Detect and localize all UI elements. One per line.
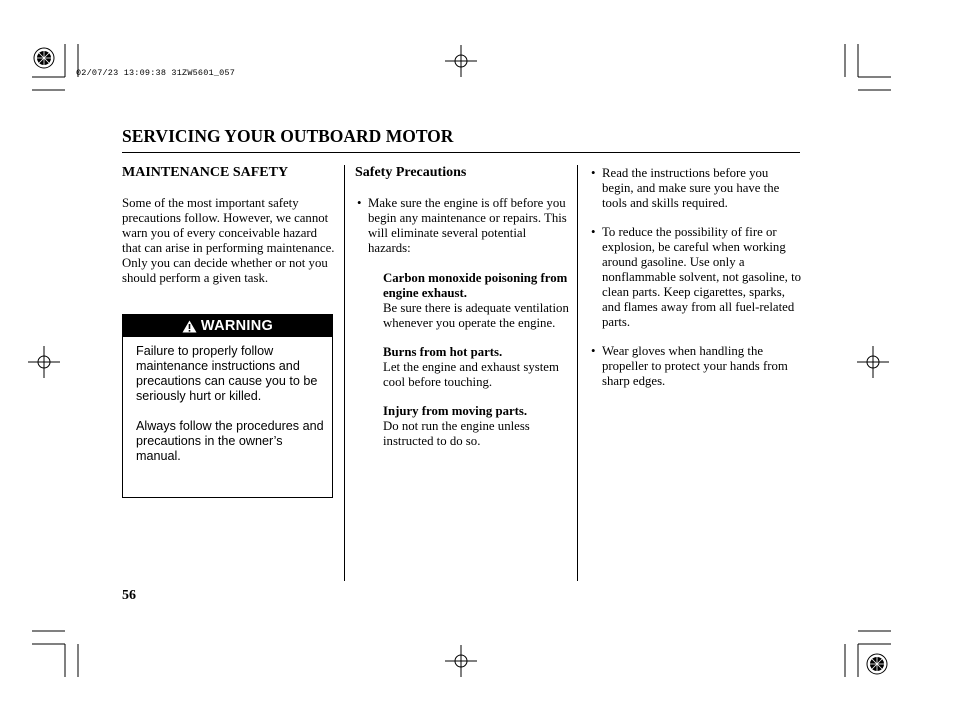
warning-body [123,337,332,464]
bullet-dot: • [357,196,362,210]
list-item [589,166,803,211]
safety-precautions-heading: Safety Precautions [355,165,467,180]
bullet-text: Wear gloves when handling the propeller to protect your hands from sharp edges. [602,344,788,388]
hazard-item [355,271,570,331]
hazard-item [355,345,570,390]
hazard-title: Burns from hot parts. [383,345,503,359]
header-rule [122,152,800,153]
maintenance-safety-heading: MAINTENANCE SAFETY [122,165,289,180]
bullet-text: Make sure the engine is off before you begin any maintenance or repairs. This will eliminate several potential hazards: [368,196,567,255]
warning-label: WARNING [200,318,274,334]
hazard-text: Be sure there is adequate ventilation whenever you operate the engine. [383,301,569,330]
hazard-title: Injury from moving parts. [383,404,528,418]
warning-triangle-icon [182,320,197,333]
maintenance-safety-intro: Some of the most important safety precautions follow. However, we cannot warn you of every conceivable hazard that can arise in performing maintenance. Only you can decide whether or not you should perform a given task. [122,196,335,285]
bullet-dot: • [591,225,596,239]
hazard-item [355,404,570,449]
warning-header [123,315,332,337]
safety-precautions-body [355,196,570,449]
hazard-text: Let the engine and exhaust system cool before touching. [383,360,559,389]
column-divider-1 [344,165,345,581]
bullet-text: To reduce the possibility of fire or explosion, be careful when working around gasoline. Use only a nonflammable solvent, not gasoline, to clean parts. Keep cigarettes, sparks, and flames away from all fuel-related parts. [602,225,802,329]
bullet-dot: • [591,344,596,358]
print-stamp: 02/07/23 13:09:38 31ZW5601_057 [76,68,236,78]
section-title: SERVICING YOUR OUTBOARD MOTOR [122,126,454,146]
hazard-title: Carbon monoxide poisoning from engine exhaust. [383,271,568,300]
warning-box [122,314,333,498]
column-divider-2 [577,165,578,581]
list-item [355,196,570,256]
bullet-dot: • [591,166,596,180]
bullet-text: Read the instructions before you begin, and make sure you have the tools and skills required. [602,166,780,210]
page-number: 56 [122,588,136,603]
list-item [589,344,803,389]
hazard-text: Do not run the engine unless instructed to do so. [383,419,530,448]
warning-paragraph-2: Always follow the procedures and precautions in the owner’s manual. [136,419,324,463]
list-item [589,225,803,330]
warning-paragraph-1: Failure to properly follow maintenance instructions and precautions can cause you to be seriously hurt or killed. [136,344,318,403]
right-column-body [589,166,803,389]
